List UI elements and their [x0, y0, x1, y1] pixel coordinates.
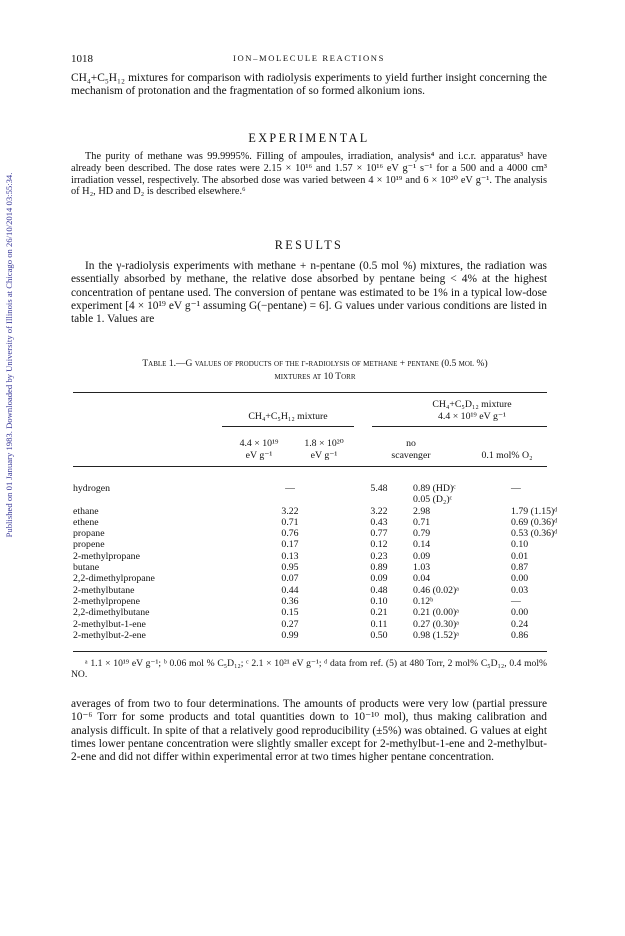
value-cell: 0.23 [370, 550, 388, 562]
download-notice [3, 130, 15, 580]
value-cell: 0.79 [413, 528, 431, 540]
value-cell: 0.05 (D₂)ᶜ [413, 494, 453, 506]
value-cell: 0.09 [370, 573, 388, 585]
group1-rule [222, 426, 354, 427]
g-values-table [73, 483, 571, 641]
value-cell: 0.14 [413, 539, 431, 551]
value-cell: 0.10 [370, 595, 388, 607]
value-cell: 0.11 [370, 618, 388, 630]
product-cell: 2,2-dimethylbutane [73, 607, 150, 619]
product-cell: hydrogen [73, 483, 111, 494]
value-cell: 0.53 (0.36)ᵈ [511, 528, 558, 540]
value-cell [349, 494, 409, 505]
product-cell: propene [73, 539, 105, 551]
value-cell: 0.87 [511, 562, 529, 574]
table-bottom-rule [73, 651, 547, 652]
col3-header-line2: scavenger [391, 450, 431, 461]
table-row [73, 494, 571, 505]
value-cell: 0.48 [370, 584, 388, 596]
product-cell: 2-methylpropene [73, 595, 140, 607]
value-cell: 0.71 [413, 516, 431, 528]
value-cell: — [511, 483, 521, 494]
col2-header-line2: eV g⁻¹ [310, 450, 338, 461]
value-cell: 0.44 [281, 584, 299, 596]
col4-header-line2: 0.1 mol% O₂ [481, 450, 533, 461]
product-cell: 2,2-dimethylpropane [73, 573, 155, 585]
table-row [73, 539, 571, 550]
value-cell: 0.46 (0.02)ᵃ [413, 584, 459, 596]
results-heading: RESULTS [274, 238, 344, 252]
product-cell: ethene [73, 516, 99, 528]
value-cell: 0.21 (0.00)ᵃ [413, 607, 459, 619]
col2-header-line1: 1.8 × 10²⁰ [304, 438, 344, 449]
page-header [71, 53, 547, 67]
value-cell: 0.07 [281, 573, 299, 585]
value-cell: 0.71 [281, 516, 299, 528]
value-cell: 1.03 [413, 562, 431, 574]
col1-header-line1: 4.4 × 10¹⁹ [239, 438, 279, 449]
value-cell: 0.13 [281, 550, 299, 562]
experimental-heading: EXPERIMENTAL [248, 131, 370, 145]
value-cell: 3.22 [281, 505, 299, 517]
value-cell: 1.79 (1.15)ᵈ [511, 505, 558, 517]
value-cell: 0.98 (1.52)ᵃ [413, 629, 459, 641]
table-row [73, 573, 571, 584]
product-cell: butane [73, 562, 100, 574]
product-cell: propane [73, 528, 105, 540]
closing-paragraph: averages of from two to four determinations. The amounts of products were very low (partial pressure 10⁻⁶ Torr for some products and total quantities down to 10⁻¹⁰ mol), thus making calibration and analysis difficult. In spite of that a relatively good reproducibility (±5%) was obtained. G values at eight times lower pentane concentration were slightly smaller except for 2-methylbut-1-ene and 2-methylbut-2-ene and did not differ within experimental error at two times higher pentane concentration. [71, 698, 547, 764]
table-row [73, 528, 571, 539]
table-caption-line1: Table 1.—G values of products of the γ-radiolysis of methane + pentane (0.5 mol %) [142, 359, 488, 369]
value-cell: 0.69 (0.36)ᵈ [511, 516, 558, 528]
value-cell: — [285, 483, 295, 494]
value-cell: 0.10 [511, 539, 529, 551]
results-text: In the γ-radiolysis experiments with methane + n-pentane (0.5 mol %) mixtures, the radiation was essentially absorbed by methane, the relative dose absorbed by pentane being < 4% at the highest concentration of pentane used. The conversion of pentane was estimated to be 1% in a typical low-dose experiment [4 × 10¹⁹ eV g⁻¹ assuming G(−pentane) = 6]. G values under various conditions are listed in table 1. Values are [71, 260, 547, 326]
download-notice-text: Published on 01 January 1983. Downloaded by University of Illinois at Chicago on 26/10/2014 03:55:34. [4, 172, 14, 538]
value-cell: 0.89 [370, 562, 388, 574]
value-cell: 0.99 [281, 629, 299, 641]
group2-header-line1: CH₄+C₅D₁₂ mixture [432, 399, 512, 410]
value-cell: 0.27 [281, 618, 299, 630]
value-cell: 0.15 [281, 607, 299, 619]
value-cell: 0.89 (HD)ᶜ [413, 483, 456, 494]
value-cell: 0.03 [511, 584, 529, 596]
value-cell: 5.48 [370, 483, 388, 494]
table-row [73, 607, 571, 618]
value-cell: — [511, 595, 521, 607]
value-cell: 2.98 [413, 505, 431, 517]
experimental-text: The purity of methane was 99.9995%. Filling of ampoules, irradiation, analysis⁴ and i.c.r. apparatus³ have already been described. The dose rates were 2.15 × 10¹⁶ and 1.57 × 10¹⁶ eV g⁻¹ s⁻¹ for a 500 and a 4000 cm³ irradiation vessel, respectively. The absorbed dose was varied between 4 × 10¹⁹ and 6 × 10²⁰ eV g⁻¹. The analysis of H₂, HD and D₂ is described elsewhere.⁶ [71, 151, 547, 198]
col3-header-line1: no [406, 438, 416, 449]
table-caption-line2: mixtures at 10 Torr [274, 372, 356, 382]
group1-header: CH₄+C₅H₁₂ mixture [248, 411, 328, 422]
table-row [73, 551, 571, 562]
product-cell: 2-methylbutane [73, 584, 135, 596]
value-cell: 0.17 [281, 539, 299, 551]
value-cell: 0.00 [511, 573, 529, 585]
table-footnote: ᵃ 1.1 × 10¹⁹ eV g⁻¹; ᵇ 0.06 mol % C₅D₁₂; ᶜ 2.1 × 10²¹ eV g⁻¹; ᵈ data from ref. (5) at 480 Torr, 2 mol% C₅D₁₂, 0.4 mol% NO. [71, 658, 547, 681]
group2-header-line2: 4.4 × 10¹⁹ eV g⁻¹ [438, 411, 506, 422]
group2-rule [372, 426, 547, 427]
value-cell: 0.86 [511, 629, 529, 641]
product-cell: ethane [73, 505, 99, 517]
value-cell: 0.12 [370, 539, 388, 551]
table-row [73, 506, 571, 517]
value-cell: 0.95 [281, 562, 299, 574]
table-row [73, 630, 571, 641]
value-cell: 0.27 (0.30)ᵃ [413, 618, 459, 630]
value-cell [231, 494, 349, 505]
value-cell: 0.24 [511, 618, 529, 630]
value-cell: 0.36 [281, 595, 299, 607]
product-cell: 2-methylpropane [73, 550, 140, 562]
value-cell: 0.76 [281, 528, 299, 540]
table-row [73, 562, 571, 573]
product-cell [73, 494, 231, 505]
value-cell: 0.43 [370, 516, 388, 528]
running-title: ION–MOLECULE REACTIONS [233, 53, 385, 63]
page-number: 1018 [71, 53, 93, 65]
value-cell [503, 494, 571, 505]
value-cell: 3.22 [370, 505, 388, 517]
table-top-rule [73, 392, 547, 393]
value-cell: 0.77 [370, 528, 388, 540]
table-row [73, 619, 571, 630]
table-row [73, 596, 571, 607]
value-cell: 0.09 [413, 550, 431, 562]
col1-header-line2: eV g⁻¹ [245, 450, 273, 461]
table-row [73, 585, 571, 596]
value-cell: 0.00 [511, 607, 529, 619]
value-cell: 0.12ᵇ [413, 595, 434, 607]
product-cell: 2-methylbut-1-ene [73, 618, 146, 630]
intro-paragraph: CH₄+C₅H₁₂ mixtures for comparison with radiolysis experiments to yield further insight concerning the mechanism of protonation and the fragmentation of so formed alkonium ions. [71, 72, 547, 98]
table-row [73, 483, 571, 494]
value-cell: 0.50 [370, 629, 388, 641]
value-cell: 0.01 [511, 550, 529, 562]
value-cell: 0.04 [413, 573, 431, 585]
table-row [73, 517, 571, 528]
table-header-rule [73, 466, 547, 467]
product-cell: 2-methylbut-2-ene [73, 629, 146, 641]
value-cell: 0.21 [370, 607, 388, 619]
